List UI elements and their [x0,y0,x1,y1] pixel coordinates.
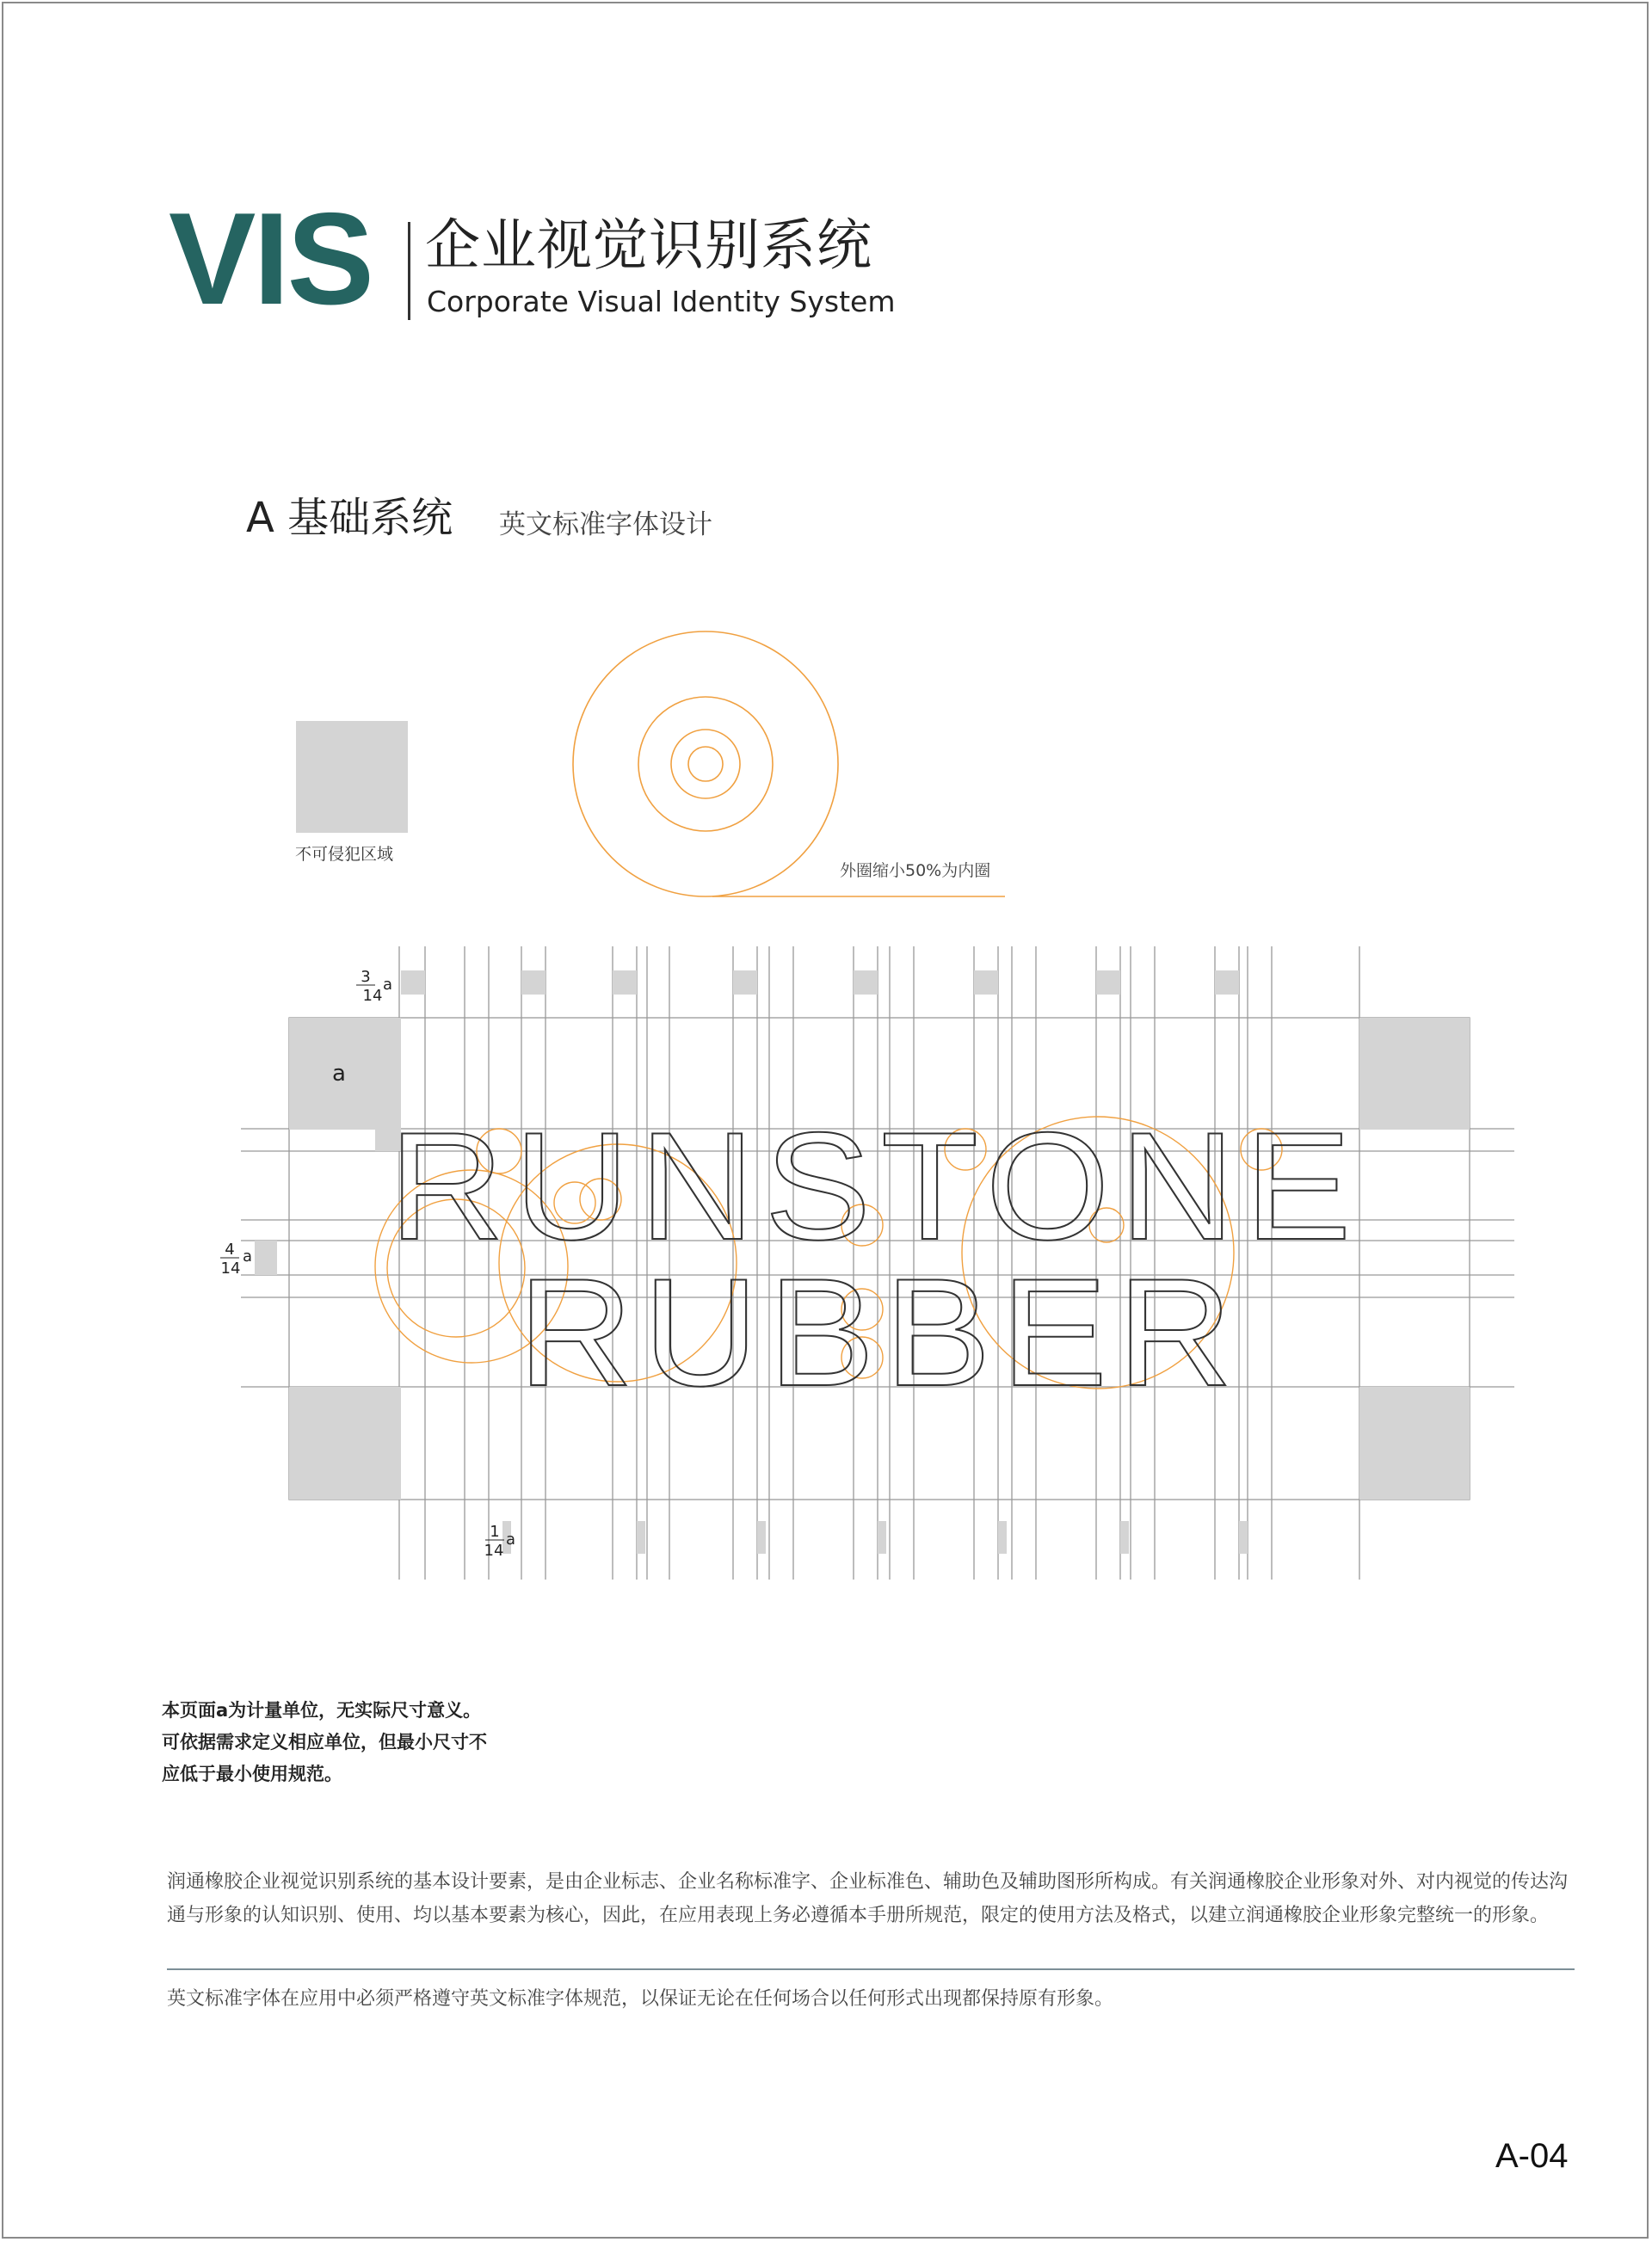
divider-rule [167,1968,1575,1970]
note-line-1: 本页面a为计量单位，无实际尺寸意义。 [162,1700,482,1721]
fraction-bottom-num: 1 [490,1523,500,1541]
usage-rule-text: 英文标准字体在应用中必须严格遵守英文标准字体规范，以保证无论在任何场合以任何形式出现都保持原有形象。 [167,1988,1114,2010]
header-title-cn: 企业视觉识别系统 [425,214,872,278]
unit-notes [162,1695,609,1790]
vis-logo: VIS [169,186,372,332]
fraction-bottom-unit: a [506,1531,516,1549]
description-paragraph: 润通橡胶企业视觉识别系统的基本设计要素，是由企业标志、企业名称标准字、企业标准色、辅助色及辅助图形所构成。有关润通橡胶企业形象对外、对内视觉的传达沟通与形象的认知识别、使用、均以基本要素为核心，因此，在应用表现上务必遵循本手册所规范，限定的使用方法及格式，以建立润通橡胶企业形象完整统一的形象。 [167,1871,1569,1926]
top-spacing-markers [401,970,1239,995]
section-subtitle: 英文标准字体设计 [499,509,712,540]
bottom-spacing-markers [502,1521,1248,1554]
note-line-2: 可依据需求定义相应单位，但最小尺寸不 [162,1732,487,1752]
circle-note: 外圈缩小50%为内圈 [840,861,991,880]
section-title: A 基础系统 [246,494,453,542]
fraction-left-den: 14 [220,1260,241,1278]
fraction-top-den: 14 [362,987,383,1005]
wordmark-line1: RUNSTONE [389,1100,1361,1272]
wordmark-line2: RUBBER [518,1247,1242,1418]
concentric-circles [573,631,1005,896]
fraction-top-num: 3 [361,968,371,986]
fraction-bottom-den: 14 [484,1542,504,1560]
unit-label-a: a [332,1061,346,1087]
fraction-left-unit: a [243,1247,253,1266]
header-title-en: Corporate Visual Identity System [427,285,896,318]
page-number: A-04 [1495,2137,1569,2175]
fraction-top-unit: a [383,976,393,994]
note-line-3: 应低于最小使用规范。 [162,1764,342,1784]
clear-zone-label: 不可侵犯区域 [295,845,394,864]
fraction-left-num: 4 [225,1241,235,1259]
clear-zone-sample [296,721,408,833]
